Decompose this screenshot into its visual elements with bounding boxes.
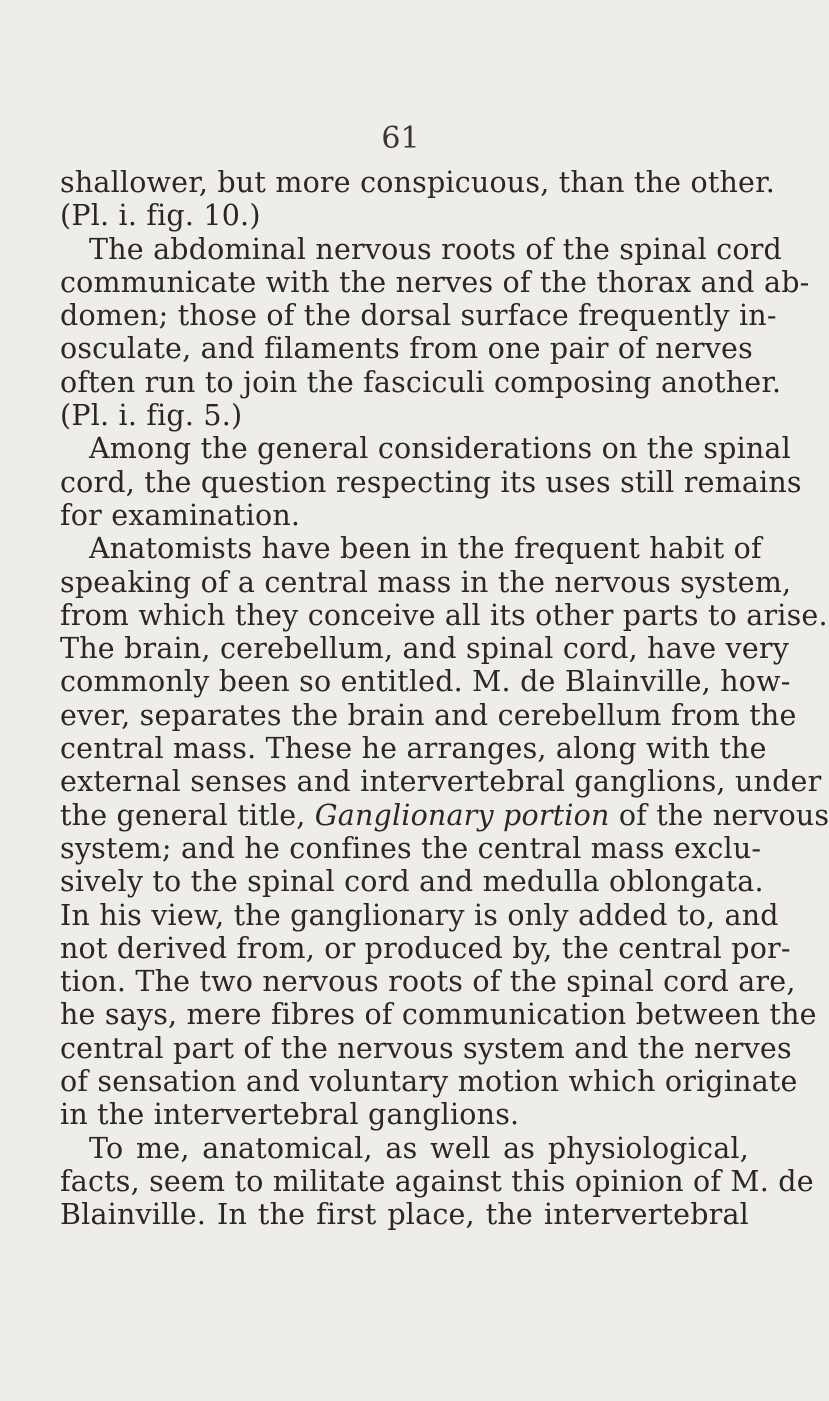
text-line: central part of the nervous system and the nerves (60, 1031, 792, 1065)
text-line: sively to the spinal cord and medulla oblongata. (60, 865, 764, 899)
text-line: external senses and intervertebral ganglions, under (60, 765, 822, 799)
text-line: from which they conceive all its other parts to arise. (60, 598, 828, 632)
text-line: (Pl. i. fig. 5.) (60, 399, 243, 433)
text-line: in the intervertebral ganglions. (60, 1098, 520, 1132)
text-line: To me, anatomical, as well as physiological, (89, 1131, 749, 1165)
text-line: domen; those of the dorsal surface frequently in- (60, 299, 777, 333)
text-line: In his view, the ganglionary is only added to, and (60, 898, 779, 932)
text-line: cord, the question respecting its uses still remains (60, 465, 802, 499)
text-line: tion. The two nervous roots of the spinal cord are, (60, 965, 796, 999)
text-line: he says, mere fibres of communication between the (60, 998, 817, 1032)
text-line: central mass. These he arranges, along with the (60, 732, 767, 766)
text-line: Among the general considerations on the spinal (89, 432, 791, 466)
text-line: for examination. (60, 498, 301, 532)
body-text (60, 166, 829, 1232)
text-line: Blainville. In the first place, the intervertebral (60, 1198, 749, 1232)
text-line: The abdominal nervous roots of the spinal cord (89, 232, 783, 266)
text-line: speaking of a central mass in the nervous system, (60, 565, 792, 599)
page-number: 61 (381, 121, 420, 156)
text-line: of sensation and voluntary motion which originate (60, 1065, 798, 1099)
text-line: communicate with the nerves of the thorax and ab- (60, 265, 810, 299)
text-line: often run to join the fasciculi composing another. (60, 365, 782, 399)
text-line: facts, seem to militate against this opinion of M. de (60, 1164, 814, 1198)
text-line: ever, separates the brain and cerebellum from the (60, 698, 797, 732)
text-run: the general title, (60, 798, 315, 832)
text-line: Anatomists have been in the frequent habit of (89, 532, 762, 566)
text-line: The brain, cerebellum, and spinal cord, have very (60, 632, 790, 666)
italic-term: Ganglionary portion (314, 798, 610, 832)
text-line: commonly been so entitled. M. de Blainville, how- (60, 665, 791, 699)
text-line: shallower, but more conspicuous, than the other. (60, 166, 776, 199)
text-line: osculate, and filaments from one pair of nerves (60, 332, 753, 366)
text-line: system; and he confines the central mass exclu- (60, 831, 762, 865)
text-run: of the nervous (609, 798, 829, 832)
text-line: (Pl. i. fig. 10.) (60, 199, 261, 233)
text-line: not derived from, or produced by, the central por- (60, 931, 791, 965)
text-line (60, 798, 829, 832)
